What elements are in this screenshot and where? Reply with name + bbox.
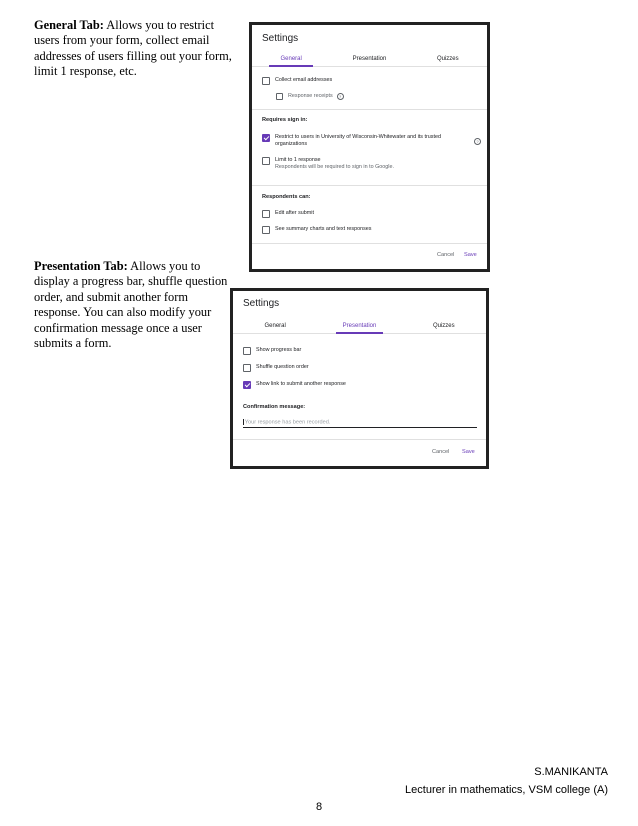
shuffle-label: Shuffle question order <box>256 364 309 370</box>
divider <box>252 185 487 186</box>
show-link-label: Show link to submit another response <box>256 381 346 387</box>
divider <box>252 109 487 110</box>
tab-presentation[interactable]: Presentation <box>352 56 387 62</box>
limit-one-label: Limit to 1 response <box>275 157 321 163</box>
edit-after-submit-label: Edit after submit <box>275 210 314 216</box>
general-tab-lead: General Tab: <box>34 18 104 32</box>
settings-tabs <box>252 53 487 67</box>
see-summary-label: See summary charts and text responses <box>275 226 372 232</box>
cancel-button[interactable]: Cancel <box>437 252 455 258</box>
tab-presentation[interactable]: Presentation <box>317 320 401 333</box>
respondents-can-label: Respondents can: <box>262 194 311 200</box>
tab-quizzes[interactable]: Quizzes <box>432 323 455 329</box>
presentation-tab-text: Allows you to display a progress bar, shuffle question order, and submit another form response. You can also modify your confirmation message once a user submits a form. <box>34 259 228 351</box>
tab-general[interactable]: General <box>252 53 330 66</box>
author-role: Lecturer in mathematics, VSM college (A) <box>405 784 608 796</box>
show-progress-label: Show progress bar <box>256 347 302 353</box>
save-button[interactable]: Save <box>462 449 475 455</box>
limit-one-row[interactable] <box>262 157 394 170</box>
settings-dialog-presentation <box>230 288 489 469</box>
shuffle-row[interactable] <box>243 364 309 372</box>
requires-sign-in-label: Requires sign in: <box>262 117 308 123</box>
show-link-row[interactable] <box>243 381 346 389</box>
edit-after-submit-row[interactable] <box>262 210 314 218</box>
general-tab-description <box>34 18 234 80</box>
show-progress-row[interactable] <box>243 347 301 355</box>
response-receipts-checkbox[interactable] <box>276 93 283 100</box>
text-caret <box>243 419 244 425</box>
settings-dialog-general <box>249 22 490 272</box>
show-progress-checkbox[interactable] <box>243 347 251 355</box>
confirmation-message-input[interactable] <box>243 419 477 428</box>
restrict-users-row[interactable] <box>262 134 462 147</box>
response-receipts-row[interactable] <box>276 93 344 100</box>
dialog-title: Settings <box>262 33 299 44</box>
restrict-users-label-2: organizations <box>275 141 308 147</box>
response-receipts-label: Response receipts <box>288 93 333 99</box>
tab-quizzes[interactable]: Quizzes <box>436 56 459 62</box>
restrict-users-checkbox[interactable] <box>262 134 270 142</box>
see-summary-row[interactable] <box>262 226 371 234</box>
confirmation-placeholder: Your response has been recorded. <box>244 419 331 426</box>
collect-email-row[interactable] <box>262 77 332 85</box>
limit-one-sublabel: Respondents will be required to sign in to Google. <box>275 164 394 170</box>
presentation-tab-lead: Presentation Tab: <box>34 259 128 273</box>
edit-after-submit-checkbox[interactable] <box>262 210 270 218</box>
collect-email-label: Collect email addresses <box>275 77 333 83</box>
divider <box>233 439 486 440</box>
restrict-help-icon[interactable]: ? <box>474 138 481 145</box>
limit-one-checkbox[interactable] <box>262 157 270 165</box>
cancel-button[interactable]: Cancel <box>432 449 450 455</box>
restrict-users-label: Restrict to users in University of Wisconsin-Whitewater and its trusted <box>275 134 441 140</box>
see-summary-checkbox[interactable] <box>262 226 270 234</box>
page-number: 8 <box>315 801 323 813</box>
collect-email-checkbox[interactable] <box>262 77 270 85</box>
dialog-title: Settings <box>243 298 280 309</box>
help-icon[interactable]: ? <box>337 93 344 100</box>
author-name: S.MANIKANTA <box>534 766 608 778</box>
tab-general[interactable]: General <box>264 323 286 329</box>
settings-tabs <box>233 320 486 334</box>
confirmation-message-label: Confirmation message: <box>243 404 306 410</box>
shuffle-checkbox[interactable] <box>243 364 251 372</box>
save-button[interactable]: Save <box>464 252 477 258</box>
general-tab-text: Allows you to restrict users from your form, collect email addresses of users filling out your form, limit 1 response, etc. <box>34 18 232 79</box>
divider <box>252 243 487 244</box>
show-link-checkbox[interactable] <box>243 381 251 389</box>
presentation-tab-description <box>34 259 234 351</box>
